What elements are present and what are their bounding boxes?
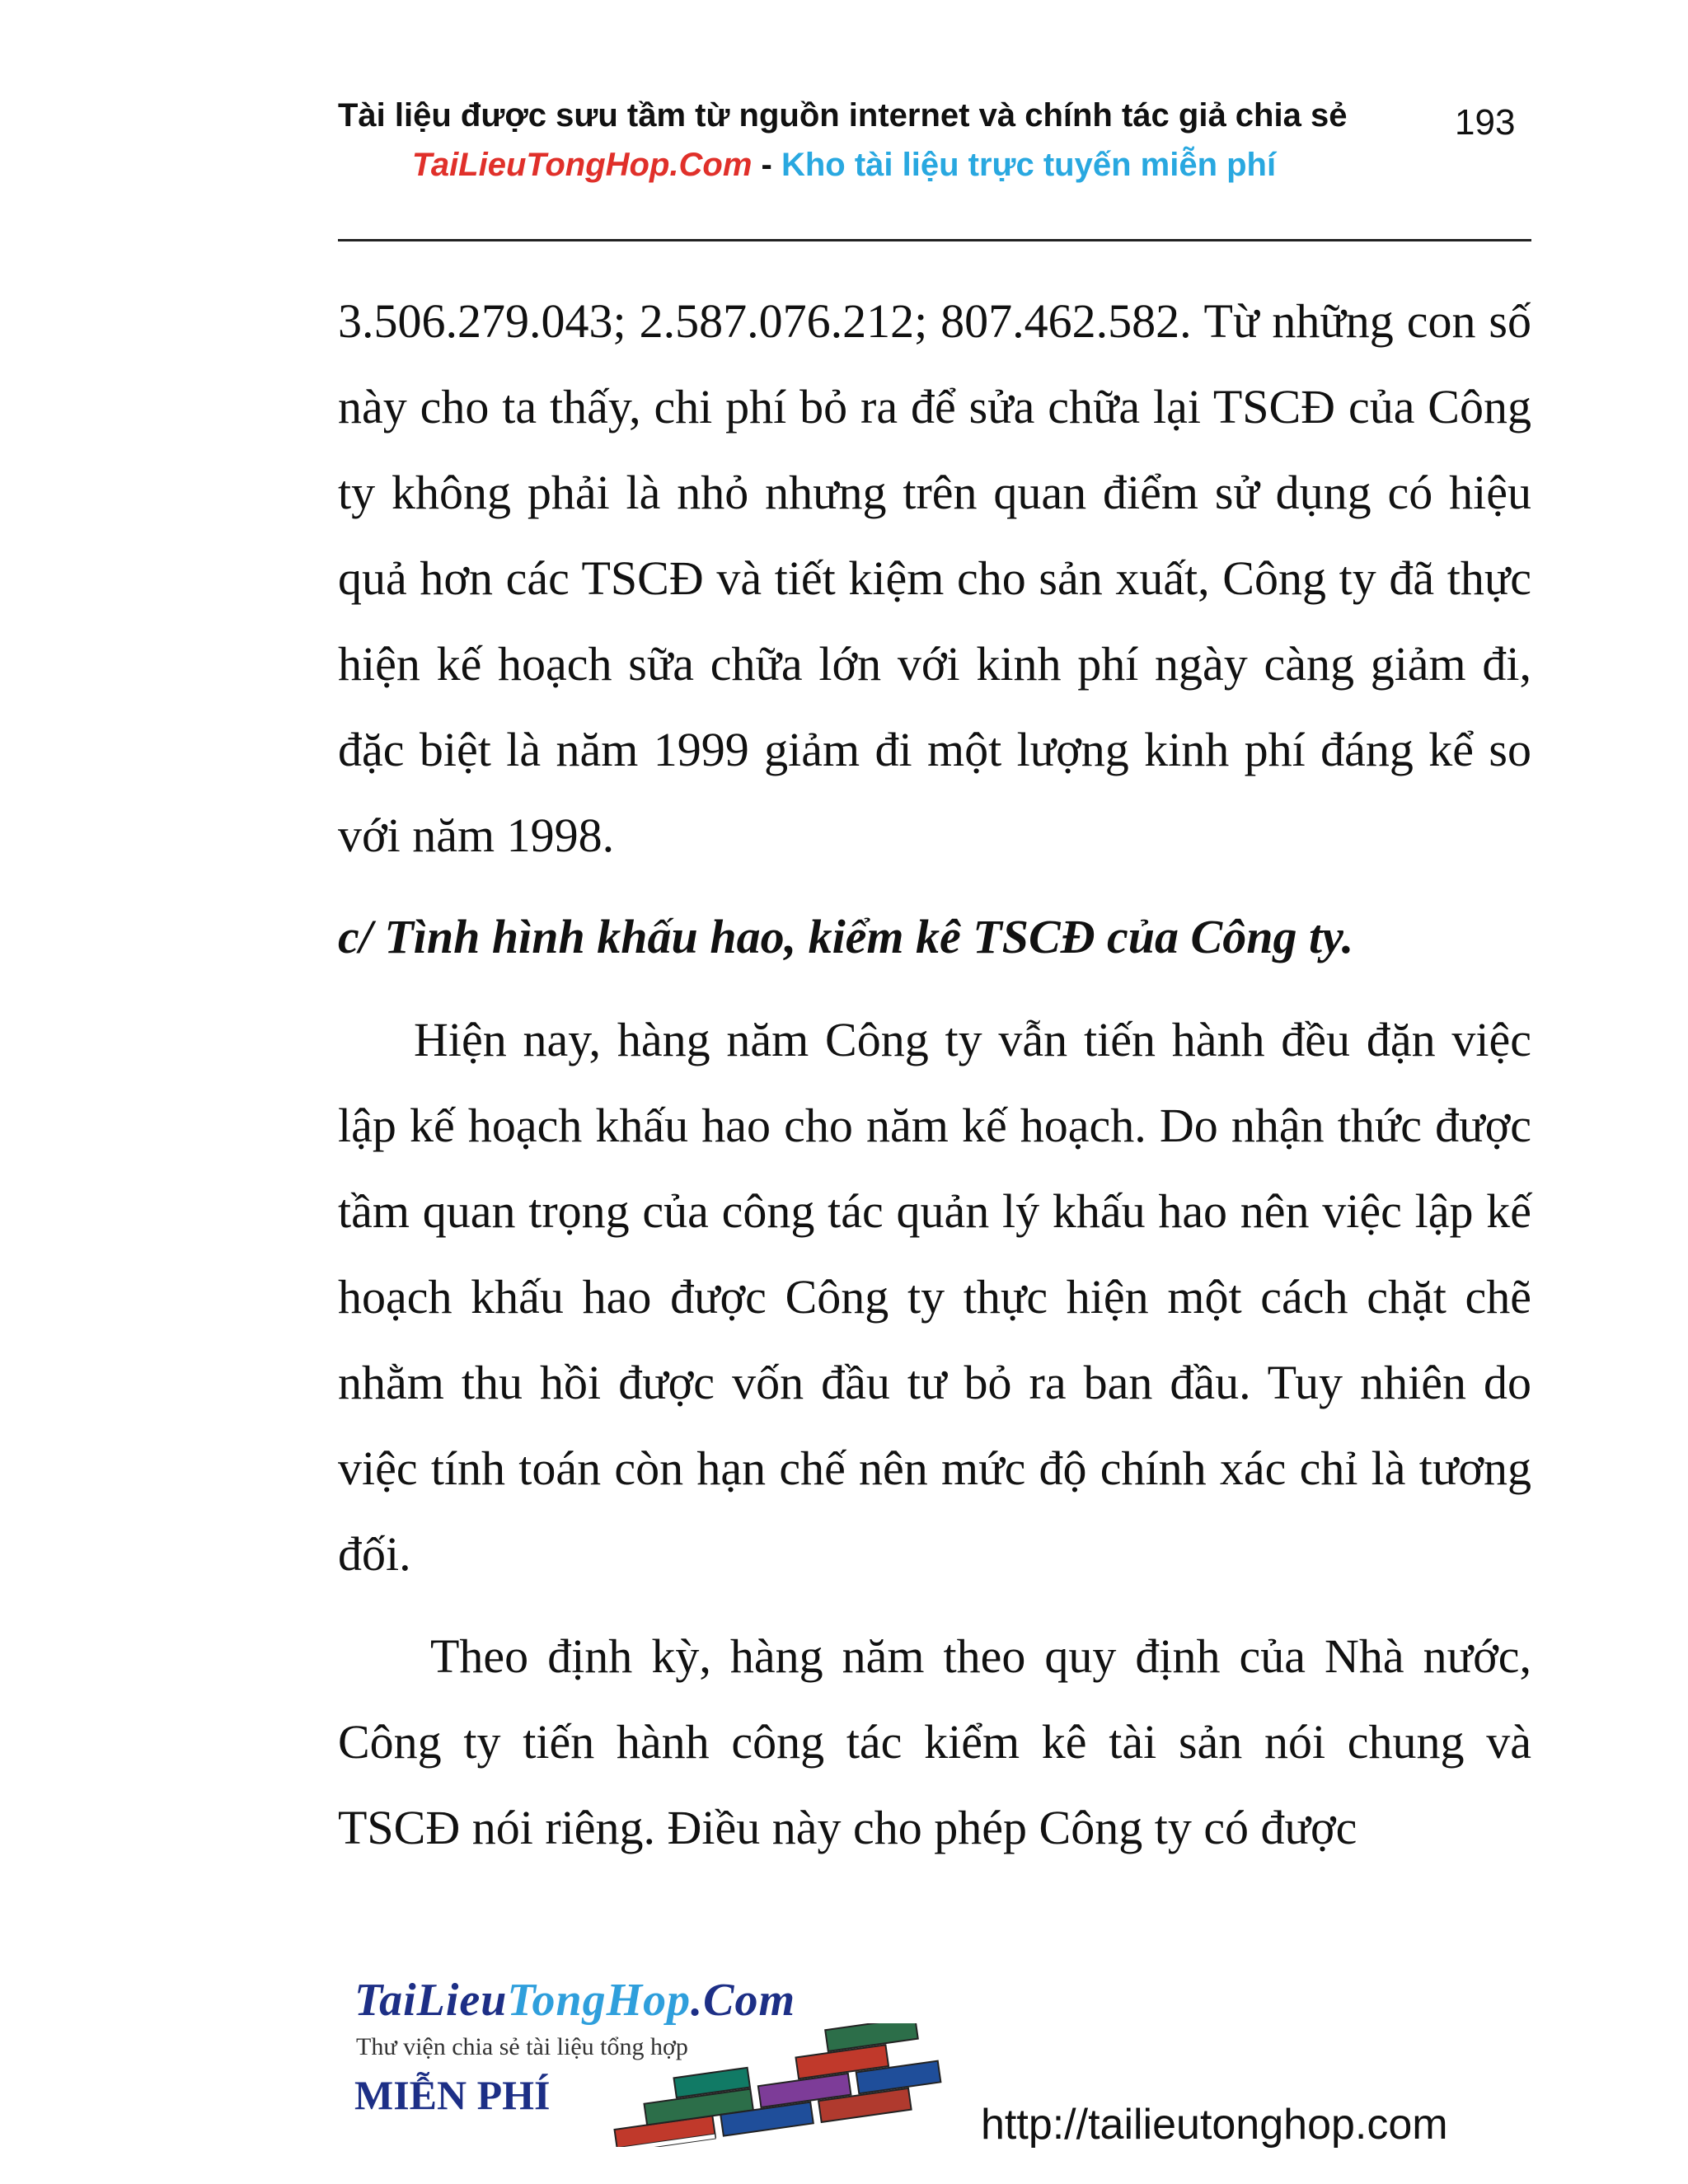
books-icon [593,2023,973,2147]
logo-title [354,1974,795,2027]
header-rule [338,239,1531,241]
header-subtitle [0,147,1688,184]
section-heading: c/ Tình hình khấu hao, kiểm kê TSCĐ của Công ty. [338,910,1354,963]
header-tagline: Kho tài liệu trực tuyến miễn phí [781,147,1277,183]
logo-free: MIỄN PHÍ [354,2072,551,2118]
logo-title-part2: TongHop [507,1975,692,2026]
logo-title-part3: .Com [691,1975,796,2026]
header-separator: - [752,147,781,183]
footer-logo[interactable] [346,1974,973,2147]
header-title: Tài liệu được sưu tầm từ nguồn internet và chính tác giả chia sẻ [338,97,1348,134]
page-number: 193 [1455,102,1516,143]
paragraph-1: 3.506.279.043; 2.587.076.212; 807.462.582. Từ những con số này cho ta thấy, chi phí bỏ ra để sửa chữa lại TSCĐ của Công ty không phải là nhỏ nhưng trên quan điểm sử dụng có hiệu quả hơn các TSCĐ và tiết kiệm cho sản xuất, Công ty đã thực hiện kế hoạch sữa chữa lớn với kinh phí ngày càng giảm đi, đặc biệt là năm 1999 giảm đi một lượng kinh phí đáng kể so với năm 1998. [338,294,1531,862]
paragraph-3: Theo định kỳ, hàng năm theo quy định của Nhà nước, Công ty tiến hành công tác kiểm kê tài sản nói chung và TSCĐ nói riêng. Điều này cho phép Công ty có được [338,1629,1531,1854]
logo-title-part1: TaiLieu [354,1975,508,2026]
brand-link[interactable]: TaiLieuTongHop.Com [411,147,753,183]
paragraph-2: Hiện nay, hàng năm Công ty vẫn tiến hành đều đặn việc lập kế hoạch khấu hao cho năm kế hoạch. Do nhận thức được tầm quan trọng của công tác quản lý khấu hao nên việc lập kế hoạch khấu hao được Công ty thực hiện một cách chặt chẽ nhằm thu hồi được vốn đầu tư bỏ ra ban đầu. Tuy nhiên do việc tính toán còn hạn chế nên mức độ chính xác chỉ là tương đối. [338,1013,1531,1581]
footer-url[interactable]: http://tailieutonghop.com [981,2101,1448,2149]
logo-subtitle: Thư viện chia sẻ tài liệu tổng hợp [356,2033,688,2060]
